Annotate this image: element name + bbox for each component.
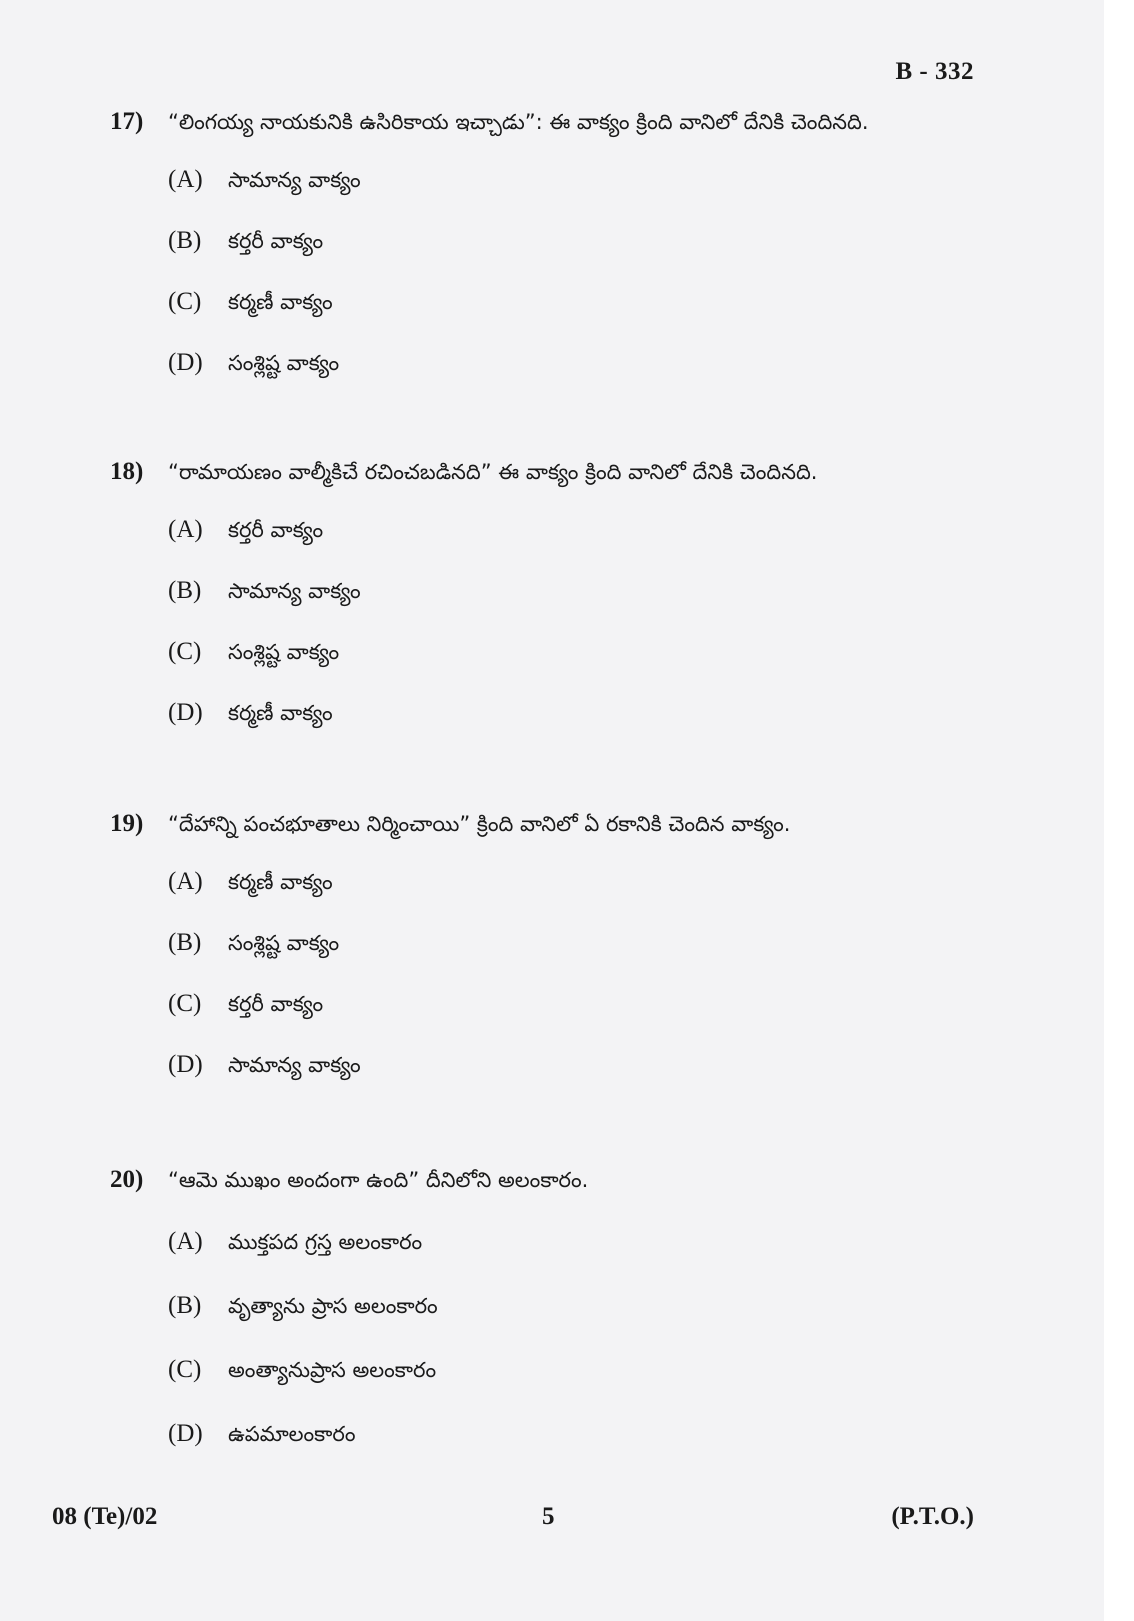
option-text: ముక్తపద గ్రస్త అలంకారం — [228, 1230, 423, 1254]
option-c — [168, 638, 1050, 670]
option-c — [168, 288, 1050, 320]
option-text: కర్తరీ వాక్యం — [228, 518, 324, 542]
option-a — [168, 516, 1050, 548]
option-text: కర్తరీ వాక్యం — [228, 992, 324, 1016]
option-letter: (C) — [168, 288, 202, 315]
option-c — [168, 990, 1050, 1022]
question-number: 17) — [110, 108, 144, 135]
option-letter: (B) — [168, 577, 202, 604]
question-text: “ఆమె ముఖం అందంగా ఉంది” దీనిలోని అలంకారం. — [168, 1168, 589, 1192]
option-b — [168, 577, 1050, 609]
option-letter: (B) — [168, 227, 202, 254]
option-d — [168, 1051, 1050, 1083]
option-d — [168, 699, 1050, 731]
option-letter: (A) — [168, 516, 203, 543]
option-text: సామాన్య వాక్యం — [228, 1053, 361, 1077]
option-text: వృత్యాను ప్రాస అలంకారం — [228, 1294, 438, 1318]
footer-paper-code: 08 (Te)/02 — [52, 1503, 158, 1530]
question-number: 19) — [110, 810, 144, 837]
option-a — [168, 166, 1050, 198]
option-text: కర్తరీ వాక్యం — [228, 229, 324, 253]
page-number: 5 — [542, 1503, 555, 1530]
option-letter: (D) — [168, 699, 203, 726]
option-letter: (D) — [168, 1051, 203, 1078]
question-text: “రామాయణం వాల్మీకిచే రచించబడినది” ఈ వాక్యం క్రింది వానిలో దేనికి చెందినది. — [168, 460, 818, 484]
option-d — [168, 349, 1050, 381]
option-text: సామాన్య వాక్యం — [228, 168, 361, 192]
option-b — [168, 227, 1050, 259]
option-text: సంశ్లిష్ట వాక్యం — [228, 351, 340, 375]
option-letter: (A) — [168, 1228, 203, 1255]
option-letter: (C) — [168, 638, 202, 665]
option-text: కర్మణీ వాక్యం — [228, 870, 333, 894]
question-text: “దేహాన్ని పంచభూతాలు నిర్మించాయి” క్రింది వానిలో ఏ రకానికి చెందిన వాక్యం. — [168, 812, 791, 836]
option-letter: (C) — [168, 1356, 202, 1383]
paper-code: B - 332 — [895, 58, 974, 85]
option-text: సంశ్లిష్ట వాక్యం — [228, 931, 340, 955]
option-a — [168, 1228, 1050, 1260]
option-letter: (A) — [168, 166, 203, 193]
option-letter: (B) — [168, 1292, 202, 1319]
option-d — [168, 1420, 1050, 1452]
please-turn-over: (P.T.O.) — [891, 1503, 974, 1530]
question-text: “లింగయ్య నాయకునికి ఉసిరికాయ ఇచ్చాడు”: ఈ వాక్యం క్రింది వానిలో దేనికి చెందినది. — [168, 110, 869, 134]
option-letter: (A) — [168, 868, 203, 895]
question-number: 18) — [110, 458, 144, 485]
question-line — [110, 810, 1050, 850]
question-line — [110, 108, 1050, 148]
question-20 — [110, 1166, 1050, 1452]
question-19 — [110, 810, 1050, 1083]
question-18 — [110, 458, 1050, 731]
option-text: కర్మణీ వాక్యం — [228, 701, 333, 725]
option-letter: (B) — [168, 929, 202, 956]
option-letter: (D) — [168, 1420, 203, 1447]
option-b — [168, 929, 1050, 961]
option-text: ఉపమాలంకారం — [228, 1422, 356, 1446]
option-text: సంశ్లిష్ట వాక్యం — [228, 640, 340, 664]
question-line — [110, 458, 1050, 498]
option-a — [168, 868, 1050, 900]
option-text: కర్మణీ వాక్యం — [228, 290, 333, 314]
option-letter: (C) — [168, 990, 202, 1017]
option-b — [168, 1292, 1050, 1324]
option-c — [168, 1356, 1050, 1388]
question-number: 20) — [110, 1166, 144, 1193]
option-text: సామాన్య వాక్యం — [228, 579, 361, 603]
option-letter: (D) — [168, 349, 203, 376]
option-text: అంత్యానుప్రాస అలంకారం — [228, 1358, 437, 1382]
question-17 — [110, 108, 1050, 381]
question-line — [110, 1166, 1050, 1206]
